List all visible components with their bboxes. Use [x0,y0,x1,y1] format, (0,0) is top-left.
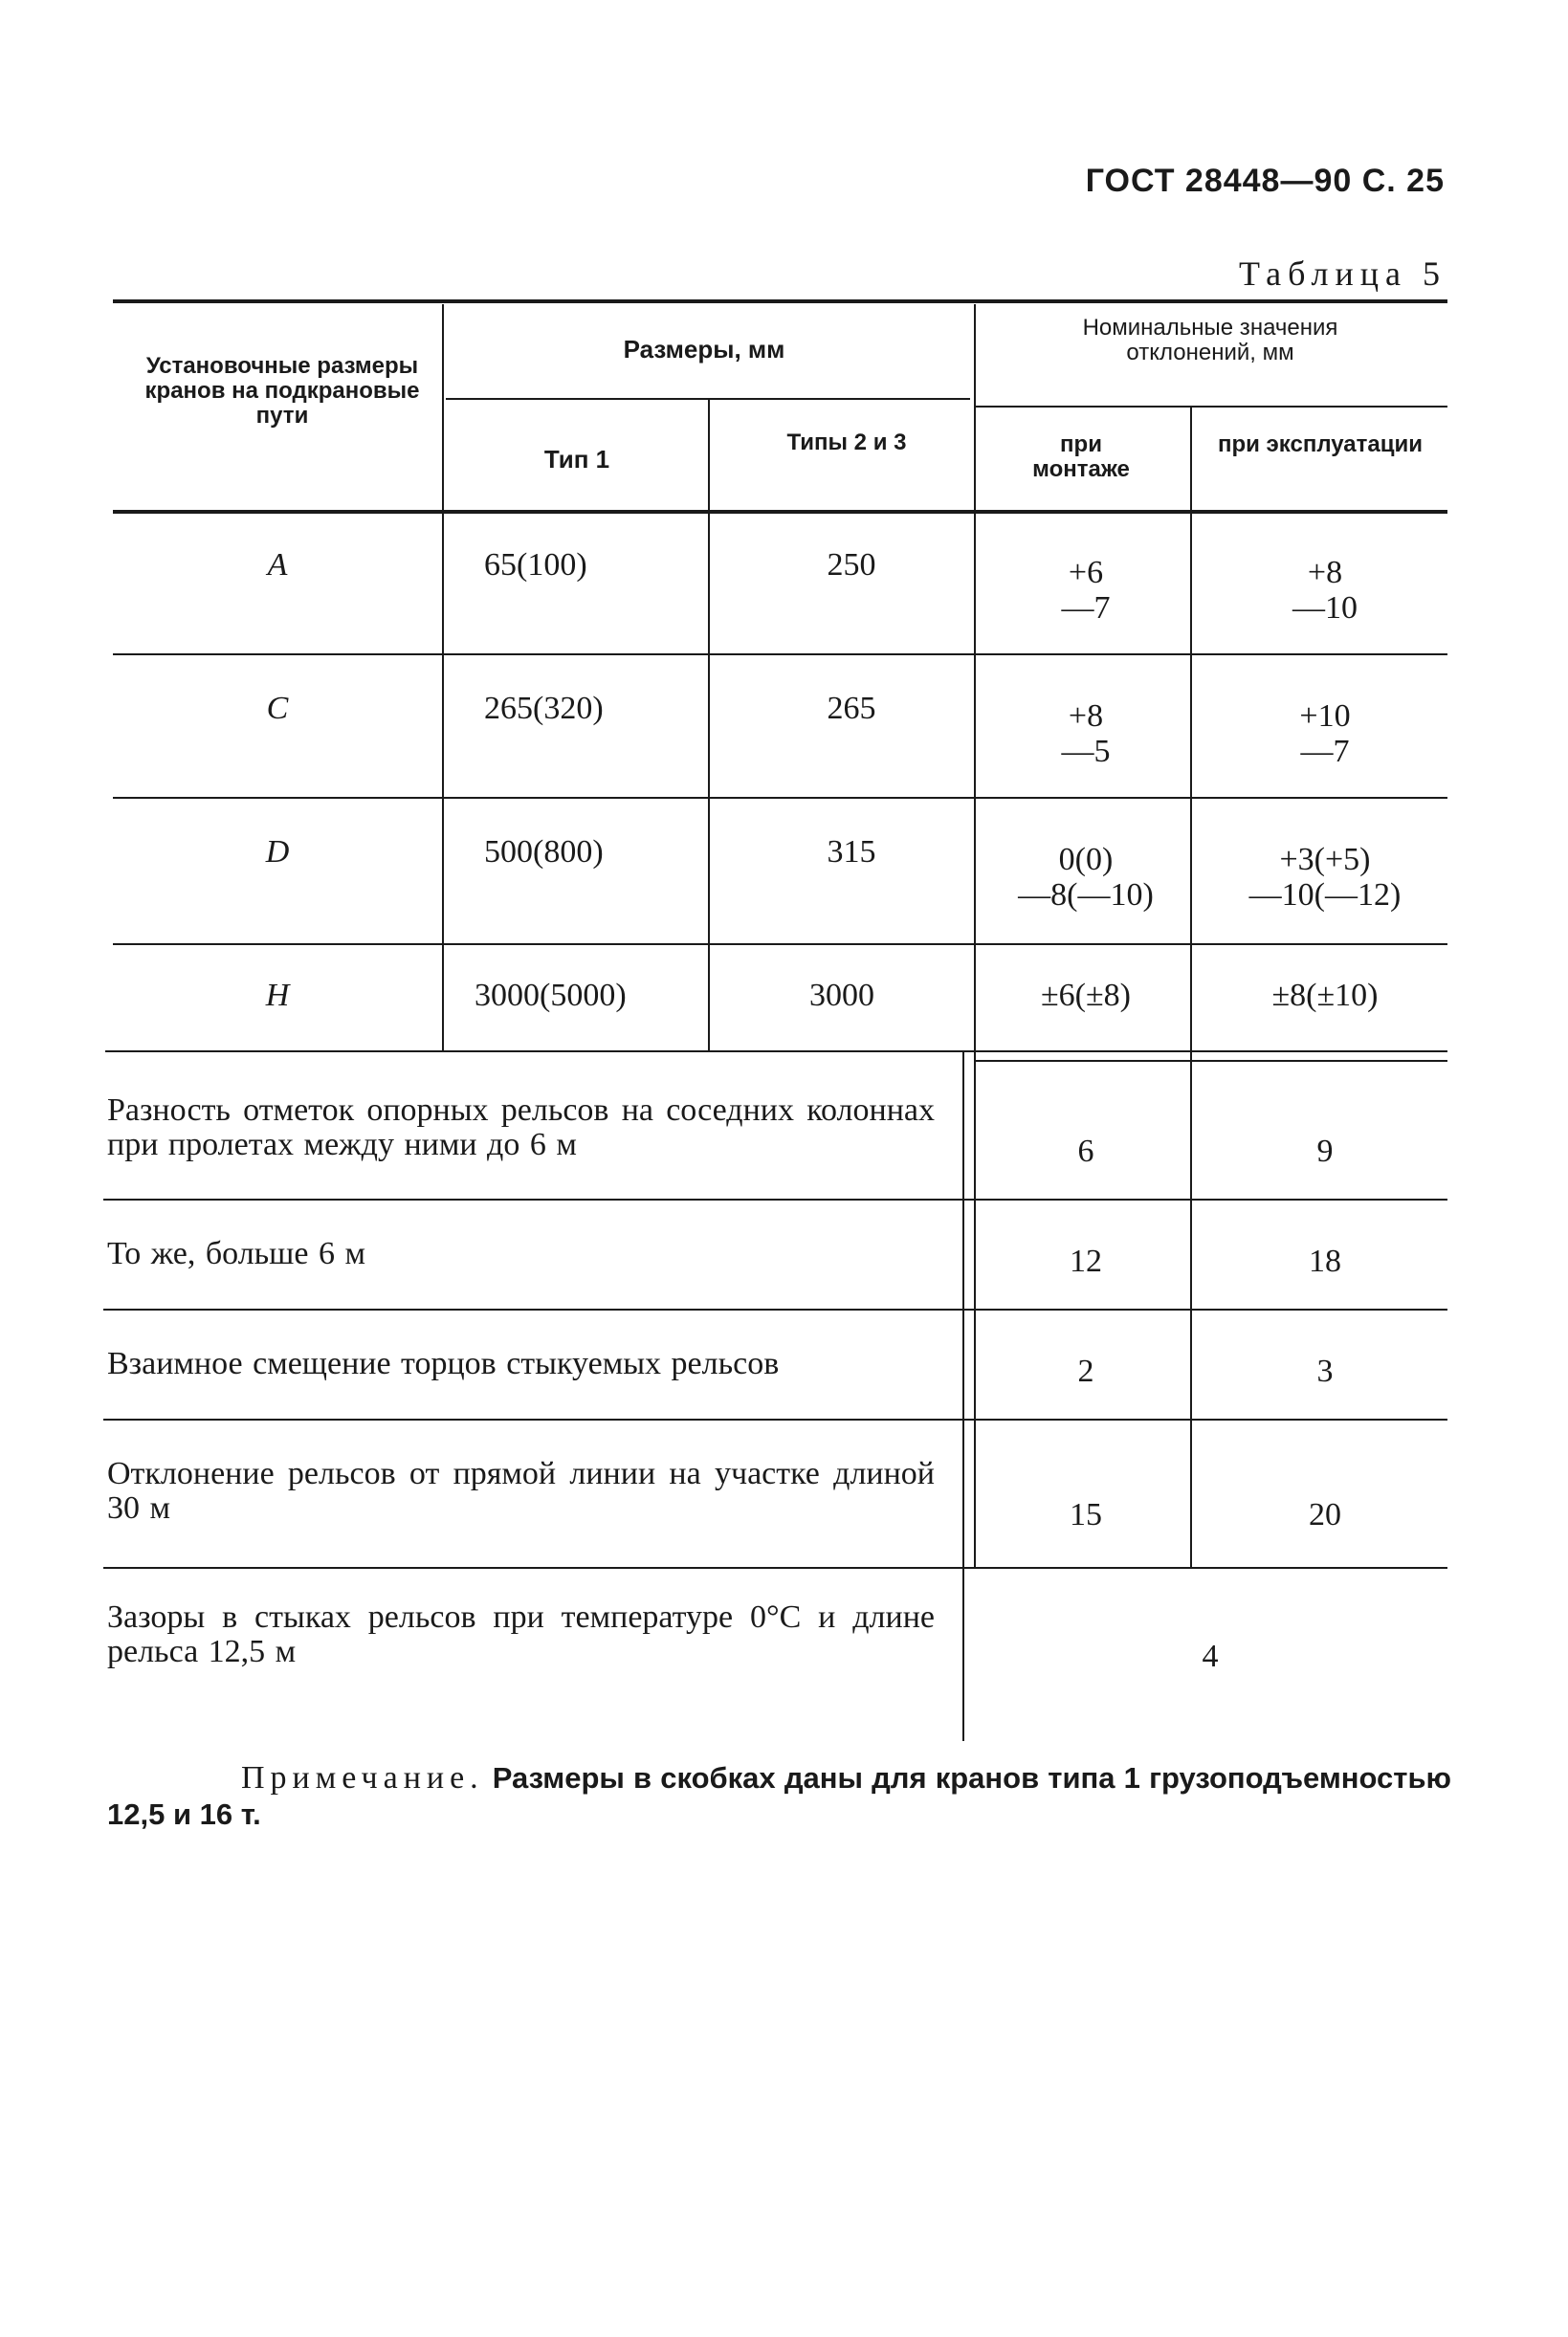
header-sizes: Размеры, мм [623,335,785,364]
row-a-types23: 250 [827,547,876,583]
row-d-operation-1: +3(+5) [1279,842,1371,877]
text-row-1-operation: 9 [1316,1134,1334,1169]
text-row-3: Взаимное смещение торцов стыкуемых рельсов [107,1346,780,1381]
row-rule-2 [113,797,1447,799]
text-row-rule-3 [103,1309,1447,1311]
text-row-rule-1 [974,1060,1447,1062]
row-h-type1: 3000(5000) [475,978,627,1013]
row-d-install-2: —8(—10) [1018,877,1154,913]
row-rule-4 [105,1050,1447,1052]
row-a-type1: 65(100) [484,547,587,583]
text-row-1: Разность отметок опорных рельсов на соседних колоннах при пролетах между ними до 6 м [107,1092,935,1162]
row-label-d: D [265,834,290,870]
text-row-2-install: 12 [1070,1244,1102,1279]
row-h-types23: 3000 [809,978,874,1013]
row-a-install-2: —7 [1061,590,1111,626]
text-row-2: То же, больше 6 м [107,1236,365,1271]
text-row-2-operation: 18 [1309,1244,1341,1279]
text-row-5-combined: 4 [1202,1639,1219,1674]
text-row-1-install: 6 [1077,1134,1094,1169]
row-d-types23: 315 [827,834,876,870]
text-row-rule-5 [103,1567,1447,1569]
row-c-type1: 265(320) [484,691,604,726]
col-divider-text [962,1052,964,1741]
header-install: при монтаже [1032,431,1130,482]
text-row-4-install: 15 [1070,1497,1102,1532]
table-top-rule [113,299,1447,303]
nominal-sub-rule [974,406,1447,408]
row-c-operation-1: +10 [1299,698,1351,734]
text-row-3-install: 2 [1077,1354,1094,1389]
text-row-rule-4 [103,1419,1447,1421]
header-first-col: Установочные размеры кранов на подкрановые пути [144,353,420,429]
header-bottom-rule [113,510,1447,514]
row-d-install-1: 0(0) [1058,842,1114,877]
col-divider-1 [442,304,444,1050]
col-divider-2 [708,400,710,1050]
row-a-operation-1: +8 [1307,555,1343,590]
row-d-operation-2: —10(—12) [1248,877,1402,913]
row-h-operation: ±8(±10) [1271,978,1379,1013]
row-label-h: H [265,978,290,1013]
row-rule-3 [113,943,1447,945]
header-operation: при эксплуатации [1217,431,1424,457]
col-divider-3 [974,304,976,1567]
text-row-5: Зазоры в стыках рельсов при температуре 0°С и длине рельса 12,5 м [107,1599,935,1669]
row-label-c: C [266,691,289,726]
text-row-rule-2 [103,1199,1447,1201]
note-label: Примечание. [241,1760,484,1796]
row-c-install-1: +8 [1068,698,1104,734]
row-d-type1: 500(800) [484,834,604,870]
row-c-operation-2: —7 [1300,734,1350,769]
row-c-types23: 265 [827,691,876,726]
page-header: ГОСТ 28448—90 С. 25 [1085,163,1445,199]
col-divider-4 [1190,406,1192,1567]
header-types23: Типы 2 и 3 [786,430,907,455]
text-row-4-operation: 20 [1309,1497,1341,1532]
row-a-install-1: +6 [1068,555,1104,590]
header-type1: Тип 1 [543,445,610,474]
text-row-3-operation: 3 [1316,1354,1334,1389]
note [107,1760,1451,1833]
row-h-install: ±6(±8) [1041,978,1131,1013]
header-nominal: Номинальные значения отклонений, мм [1082,315,1338,365]
table-caption: Таблица 5 [1239,254,1447,293]
note-text: Размеры в скобках даны для кранов типа 1 грузоподъемностью 12,5 и 16 т. [107,1761,1452,1831]
text-row-4: Отклонение рельсов от прямой линии на участке длиной 30 м [107,1456,935,1526]
row-c-install-2: —5 [1061,734,1111,769]
row-label-a: A [267,547,288,583]
row-a-operation-2: —10 [1292,590,1358,626]
row-rule-1 [113,653,1447,655]
